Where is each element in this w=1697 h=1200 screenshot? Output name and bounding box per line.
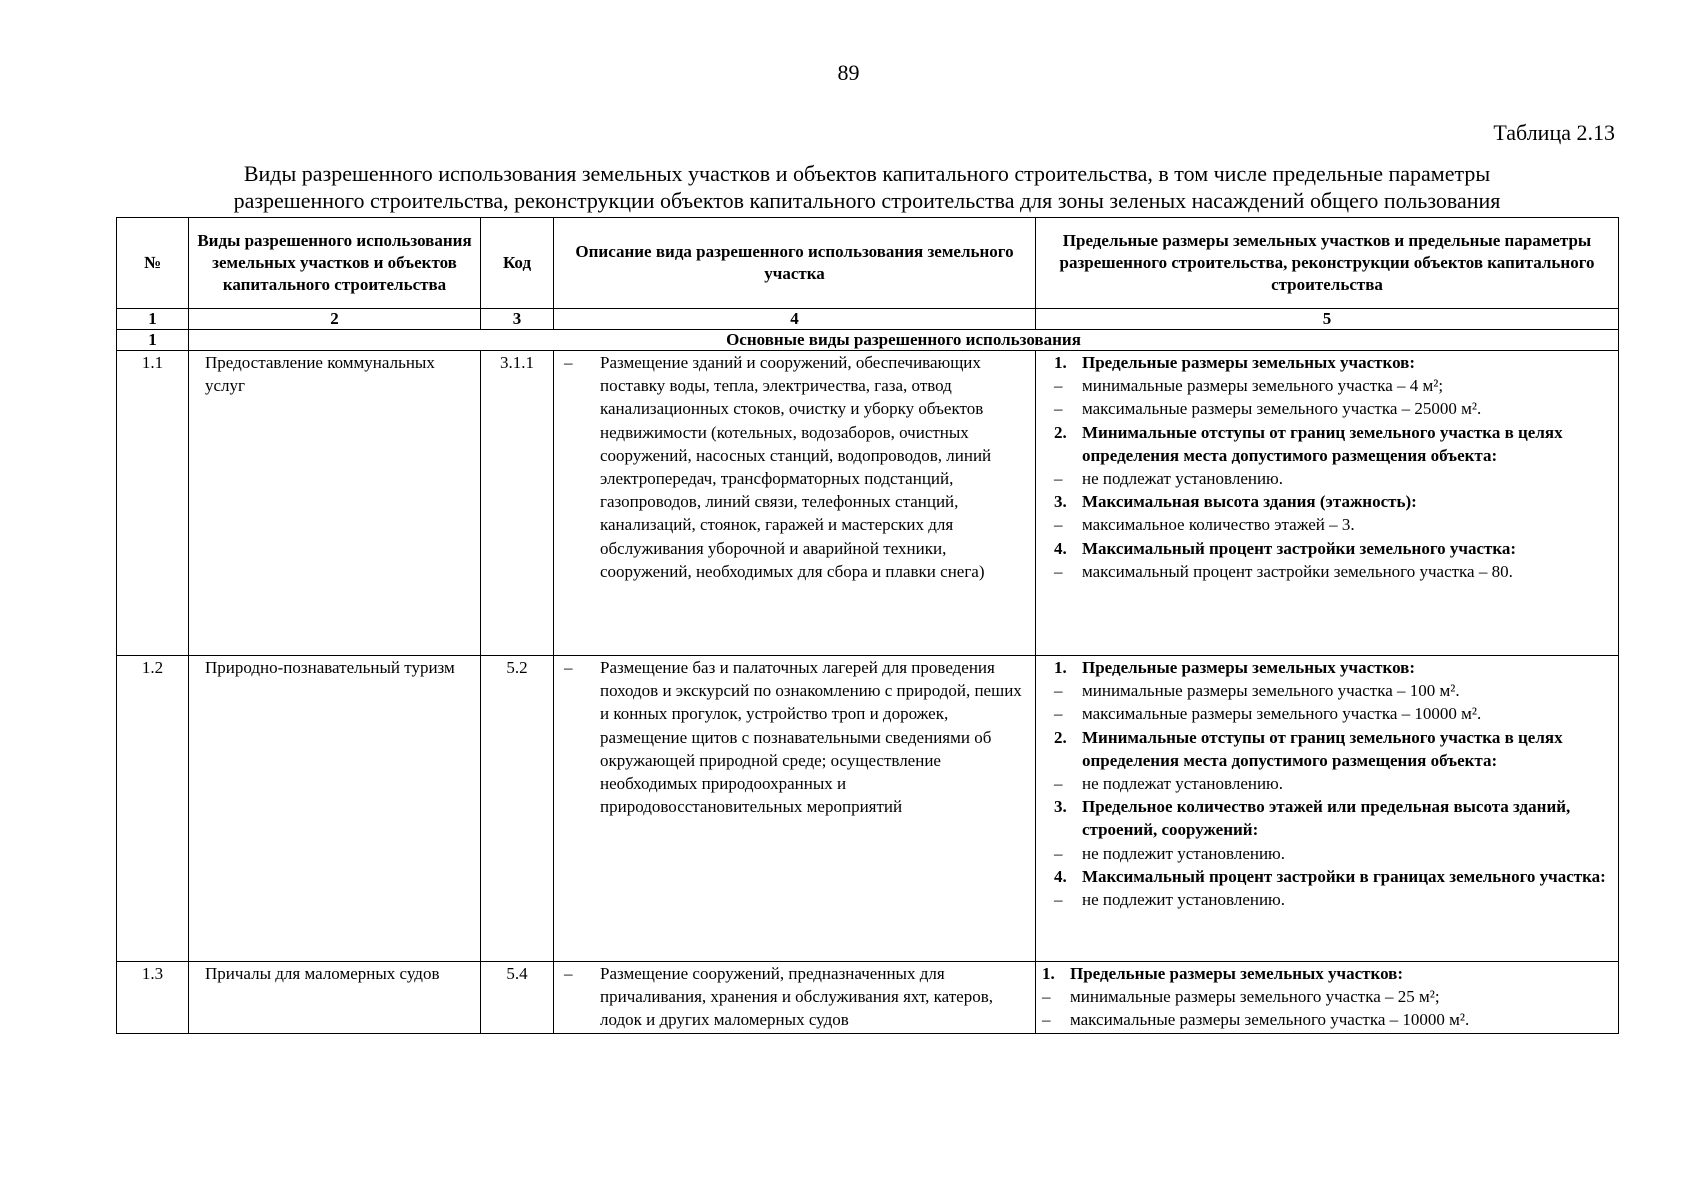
param-item [1042,962,1608,985]
param-item [1054,865,1608,888]
param-item [1054,513,1608,536]
param-marker: – [1054,843,1063,863]
param-item [1054,772,1608,795]
param-text: минимальные размеры земельного участка – 100 м². [1082,681,1460,701]
param-marker: – [1054,515,1063,535]
param-text: максимальные размеры земельного участка – 10000 м². [1082,704,1482,724]
dash-marker: – [564,353,573,372]
param-text: максимальный процент застройки земельного участка – 80. [1082,561,1513,581]
param-item [1054,656,1608,679]
param-text: Предельные размеры земельных участков: [1082,353,1416,372]
description-text: Размещение зданий и сооружений, обеспечивающих поставку воды, тепла, электричества, газа, отвод канализационных стоков, очистку и уборку объектов недвижимости (котельных, водозаборов, очистных сооружений, насосных станций, водопроводов, линий электропередач, трансформаторных подстанций, газопроводов, линий связи, телефонных станций, канализаций, стоянок, гаражей и мастерских для обслуживания уборочной и аварийной техники, сооружений, необходимых для сбора и плавки снега) [600,353,992,581]
param-marker: 1. [1054,658,1067,677]
row-num: 1.3 [117,962,189,1034]
description-text: Размещение баз и палаточных лагерей для проведения походов и экскурсий по ознакомлению с природой, пеших и конных прогулок, устройство троп и дорожек, размещение щитов с познавательными сведениями об окружающей природной среде; осуществление необходимых природоохранных и природовосстановительных мероприятий [600,658,1022,817]
param-item [1054,351,1608,374]
row-use-name: Природно-познавательный туризм [189,656,481,962]
param-marker: – [1054,469,1063,489]
row-params [1036,962,1619,1034]
param-text: минимальные размеры земельного участка – 4 м²; [1082,376,1444,396]
param-text: Предельные размеры земельных участков: [1082,658,1416,677]
column-number: 1 [117,309,189,330]
param-text: Максимальный процент застройки земельного участка: [1082,538,1517,558]
table-row [117,351,1619,656]
dash-marker: – [564,658,573,677]
dash-marker: – [564,964,573,983]
param-marker: – [1042,1010,1051,1030]
param-text: Максимальная высота здания (этажность): [1082,492,1417,512]
param-text: не подлежит установлению. [1082,890,1286,910]
table-row [117,656,1619,962]
column-number-row [117,309,1619,330]
param-marker: 2. [1054,727,1067,747]
param-marker: 3. [1054,797,1067,817]
param-item [1042,985,1608,1008]
page-number: 89 [837,60,860,85]
description-text: Размещение сооружений, предназначенных для причаливания, хранения и обслуживания яхт, катеров, лодок и других маломерных судов [600,964,994,1030]
param-marker: 1. [1054,353,1067,372]
header-name: Виды разрешенного использования земельных участков и объектов капитального строительства [189,218,481,309]
param-item [1054,490,1608,513]
column-number: 5 [1036,309,1619,330]
row-use-name: Предоставление коммунальных услуг [189,351,481,656]
param-item [1054,537,1608,560]
header-desc: Описание вида разрешенного использования земельного участка [554,218,1036,309]
param-item [1054,726,1608,772]
param-marker: 4. [1054,538,1067,558]
row-description [554,656,1036,962]
param-text: максимальные размеры земельного участка – 25000 м². [1082,399,1482,419]
param-marker: – [1054,376,1063,396]
header-row [117,218,1619,309]
row-num: 1.1 [117,351,189,656]
param-text: не подлежат установлению. [1082,469,1284,489]
param-item [1054,374,1608,397]
param-text: Максимальный процент застройки в границах земельного участка: [1082,866,1606,886]
param-item [1054,702,1608,725]
param-marker: – [1054,399,1063,419]
row-code: 5.2 [481,656,554,962]
column-number: 2 [189,309,481,330]
param-marker: – [1054,704,1063,724]
param-item [1054,888,1608,911]
table-label: Таблица 2.13 [1493,120,1615,145]
param-text: максимальное количество этажей – 3. [1082,515,1355,535]
param-text: минимальные размеры земельного участка – 25 м²; [1070,987,1440,1007]
param-text: Предельные размеры земельных участков: [1070,964,1404,983]
header-code: Код [481,218,554,309]
param-marker: – [1054,681,1063,701]
param-item [1054,842,1608,865]
table-row [117,962,1619,1034]
param-text: не подлежит установлению. [1082,843,1286,863]
param-marker: – [1054,561,1063,581]
param-text: Минимальные отступы от границ земельного участка в целях определения места допустимого размещения объекта: [1082,422,1563,465]
param-item [1054,560,1608,583]
row-use-name: Причалы для маломерных судов [189,962,481,1034]
param-marker: 2. [1054,422,1067,442]
param-marker: – [1042,987,1051,1007]
param-item [1054,421,1608,467]
param-text: не подлежат установлению. [1082,774,1284,794]
param-marker: 1. [1042,964,1055,983]
param-marker: 3. [1054,492,1067,512]
param-item [1054,397,1608,420]
param-text: Минимальные отступы от границ земельного участка в целях определения места допустимого размещения объекта: [1082,727,1563,770]
row-code: 3.1.1 [481,351,554,656]
param-item [1054,467,1608,490]
column-number: 3 [481,309,554,330]
param-item [1054,679,1608,702]
row-code: 5.4 [481,962,554,1034]
row-description [554,351,1036,656]
section-title: Основные виды разрешенного использования [189,330,1619,351]
param-item [1054,795,1608,841]
header-num: № [117,218,189,309]
row-params [1036,656,1619,962]
param-text: Предельное количество этажей или предельная высота зданий, строений, сооружений: [1082,797,1571,840]
param-text: максимальные размеры земельного участка – 10000 м². [1070,1010,1470,1030]
param-marker: – [1054,774,1063,794]
row-num: 1.2 [117,656,189,962]
section-num: 1 [117,330,189,351]
column-number: 4 [554,309,1036,330]
row-params [1036,351,1619,656]
header-params: Предельные размеры земельных участков и предельные параметры разрешенного строительства, реконструкции объектов капитального строительства [1036,218,1619,309]
section-row [117,330,1619,351]
param-item [1042,1008,1608,1031]
table-title-line-1: Виды разрешенного использования земельных участков и объектов капитального строительства, в том числе предельные параметры [243,161,1491,186]
param-marker: – [1054,890,1063,910]
param-marker: 4. [1054,866,1067,886]
table-title [116,160,1618,214]
row-description [554,962,1036,1034]
table-title-line-2: разрешенного строительства, реконструкции объектов капитального строительства для зоны зеленых насаждений общего пользования [233,188,1501,213]
land-use-table [116,217,1619,1034]
